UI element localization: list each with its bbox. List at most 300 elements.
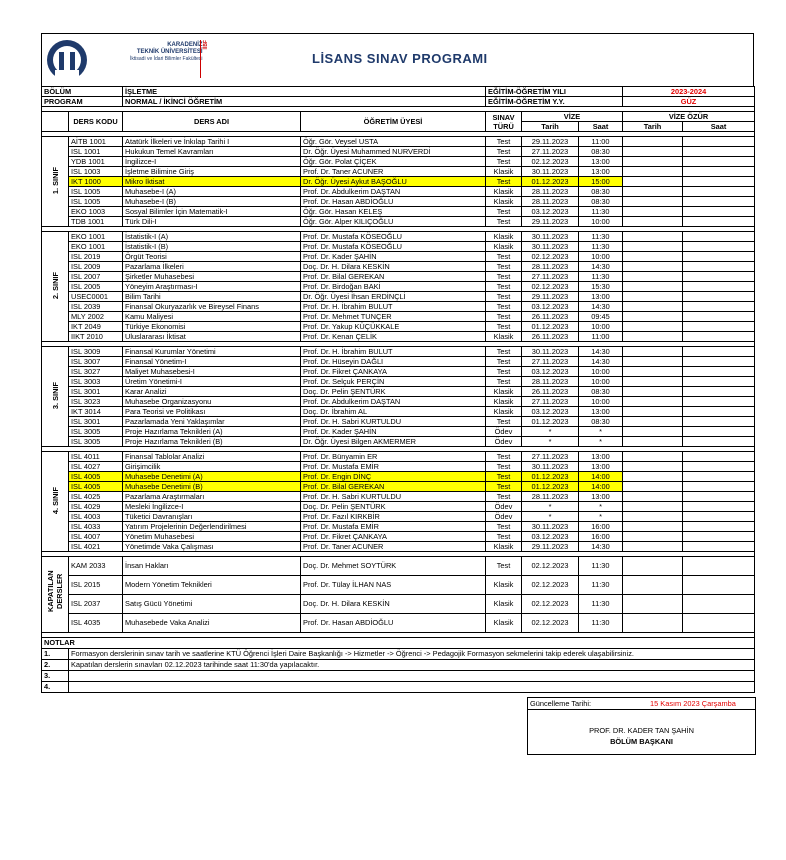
exam-date: * (522, 502, 579, 512)
course-code: ISL 3007 (69, 357, 123, 367)
course-name: İşletme Bilimine Giriş (123, 167, 301, 177)
header-vize: VİZE (522, 112, 623, 122)
table-row (42, 595, 755, 614)
course-code: EKO 1003 (69, 207, 123, 217)
exam-type: Test (486, 217, 522, 227)
course-name: Muhasebe-I (B) (123, 197, 301, 207)
table-row (42, 377, 755, 387)
makeup-date (623, 272, 683, 282)
note-number: 2. (42, 660, 69, 671)
makeup-date (623, 322, 683, 332)
notes-title-row (42, 638, 755, 649)
exam-date: 02.12.2023 (522, 252, 579, 262)
makeup-date (623, 177, 683, 187)
course-name: Muhasebe Denetimi (A) (123, 472, 301, 482)
exam-time: 13:00 (579, 452, 623, 462)
course-groups (42, 132, 755, 633)
exam-date: 30.11.2023 (522, 232, 579, 242)
instructor: Prof. Dr. Birdoğan BAKİ (301, 282, 486, 292)
course-name: Finansal Okuryazarlık ve Bireysel Finans (123, 302, 301, 312)
exam-time: 11:30 (579, 576, 623, 595)
table-row (42, 147, 755, 157)
makeup-date (623, 167, 683, 177)
course-code: EKO 1001 (69, 232, 123, 242)
exam-type: Test (486, 462, 522, 472)
exam-time: 11:30 (579, 595, 623, 614)
table-row (42, 472, 755, 482)
course-name: İstatistik-I (A) (123, 232, 301, 242)
instructor: Prof. Dr. Selçuk PERÇİN (301, 377, 486, 387)
makeup-time (683, 437, 755, 447)
exam-type: Klasik (486, 187, 522, 197)
makeup-time (683, 282, 755, 292)
course-name: Yönetimde Vaka Çalışması (123, 542, 301, 552)
table-row (42, 462, 755, 472)
course-code: ISL 1005 (69, 187, 123, 197)
exam-date: 27.11.2023 (522, 147, 579, 157)
exam-date: 28.11.2023 (522, 377, 579, 387)
makeup-time (683, 332, 755, 342)
course-code: ISL 4033 (69, 522, 123, 532)
instructor: Prof. Dr. Taner ACUNER (301, 167, 486, 177)
notes-title: NOTLAR (42, 638, 755, 649)
makeup-time (683, 167, 755, 177)
makeup-time (683, 397, 755, 407)
makeup-date (623, 377, 683, 387)
course-code: ISL 2005 (69, 282, 123, 292)
exam-time: 11:30 (579, 557, 623, 576)
exam-date: 26.11.2023 (522, 387, 579, 397)
course-code: ISL 3001 (69, 417, 123, 427)
makeup-date (623, 492, 683, 502)
exam-type: Klasik (486, 167, 522, 177)
exam-type: Klasik (486, 542, 522, 552)
course-name: Satış Gücü Yönetimi (123, 595, 301, 614)
exam-date: 28.11.2023 (522, 492, 579, 502)
program-label: PROGRAM (42, 97, 123, 107)
makeup-date (623, 595, 683, 614)
table-row (42, 367, 755, 377)
note-text: Formasyon derslerinin sınav tarih ve saatlerine KTÜ Öğrenci İşleri Daire Başkanlığı -> Hizmetler -> Öğrenci -> Pedagojik Formasyon sekmelerini takip ederek ulaşabilirsiniz. (69, 649, 755, 660)
makeup-time (683, 542, 755, 552)
exam-time: 10:00 (579, 397, 623, 407)
exam-date: 27.11.2023 (522, 357, 579, 367)
makeup-date (623, 557, 683, 576)
makeup-date (623, 397, 683, 407)
exam-type: Klasik (486, 197, 522, 207)
makeup-time (683, 595, 755, 614)
exam-date: 30.11.2023 (522, 462, 579, 472)
course-name: Muhasebe-I (A) (123, 187, 301, 197)
exam-date: 27.11.2023 (522, 397, 579, 407)
instructor: Prof. Dr. Bünyamin ER (301, 452, 486, 462)
table-row (42, 157, 755, 167)
table-row (42, 522, 755, 532)
makeup-time (683, 502, 755, 512)
course-code: ISL 2019 (69, 252, 123, 262)
makeup-time (683, 262, 755, 272)
makeup-date (623, 332, 683, 342)
instructor: Doç. Dr. İbrahim AL (301, 407, 486, 417)
exam-type: Test (486, 147, 522, 157)
table-row (42, 542, 755, 552)
course-code: ISL 4021 (69, 542, 123, 552)
course-name: Türk Dili-I (123, 217, 301, 227)
exam-type: Klasik (486, 332, 522, 342)
exam-date: 03.12.2023 (522, 532, 579, 542)
exam-type: Test (486, 532, 522, 542)
instructor: Öğr. Gör. Alper KILIÇOĞLU (301, 217, 486, 227)
course-name: Atatürk İlkeleri ve İnkılap Tarihi I (123, 137, 301, 147)
instructor: Prof. Dr. Mustafa KÖSEOĞLU (301, 242, 486, 252)
course-code: IIKT 2010 (69, 332, 123, 342)
faculty-abbr: İİBF (203, 40, 209, 50)
makeup-time (683, 232, 755, 242)
exam-date: * (522, 437, 579, 447)
makeup-date (623, 407, 683, 417)
exam-time: 16:00 (579, 532, 623, 542)
instructor: Prof. Dr. Kenan ÇELİK (301, 332, 486, 342)
instructor: Prof. Dr. Kader ŞAHİN (301, 427, 486, 437)
course-name: Finansal Tablolar Analizi (123, 452, 301, 462)
course-name: İngilizce-I (123, 157, 301, 167)
makeup-date (623, 187, 683, 197)
exam-time: 08:30 (579, 417, 623, 427)
year-label: EĞİTİM-ÖĞRETİM YILI (486, 87, 623, 97)
exam-date: * (522, 427, 579, 437)
exam-date: 02.12.2023 (522, 576, 579, 595)
exam-time: 11:30 (579, 207, 623, 217)
course-code: TDB 1001 (69, 217, 123, 227)
note-row (42, 660, 755, 671)
makeup-time (683, 452, 755, 462)
course-code: ISL 2039 (69, 302, 123, 312)
instructor: Dr. Öğr. Üyesi İhsan ERDİNÇLİ (301, 292, 486, 302)
exam-type: Klasik (486, 397, 522, 407)
table-row (42, 397, 755, 407)
course-name: Yöneyim Araştırması-I (123, 282, 301, 292)
exam-date: 02.12.2023 (522, 157, 579, 167)
exam-type: Klasik (486, 614, 522, 633)
signer-name: PROF. DR. KADER TAN ŞAHİN (589, 726, 694, 735)
makeup-time (683, 302, 755, 312)
exam-type: Klasik (486, 407, 522, 417)
exam-time: 13:00 (579, 462, 623, 472)
group-label-text: KAPATILAN DERSLER (46, 570, 64, 612)
table-row (42, 187, 755, 197)
makeup-time (683, 576, 755, 595)
course-name: Girişimcilik (123, 462, 301, 472)
makeup-date (623, 282, 683, 292)
table-row (42, 332, 755, 342)
makeup-date (623, 197, 683, 207)
course-name: İstatistik-I (B) (123, 242, 301, 252)
group-label (42, 347, 69, 447)
header-ozur-saat: Saat (683, 122, 755, 132)
year-value: 2023-2024 (623, 87, 755, 97)
note-number: 4. (42, 682, 69, 693)
course-name: Üretim Yönetimi-I (123, 377, 301, 387)
exam-time: 14:30 (579, 542, 623, 552)
makeup-time (683, 522, 755, 532)
course-code: MLY 2002 (69, 312, 123, 322)
table-row (42, 232, 755, 242)
exam-type: Ödev (486, 437, 522, 447)
note-number: 3. (42, 671, 69, 682)
university-line-1: KARADENİZ (167, 42, 203, 48)
course-code: ISL 3009 (69, 347, 123, 357)
course-name: Pazarlama İlkeleri (123, 262, 301, 272)
course-name: Modern Yönetim Teknikleri (123, 576, 301, 595)
group-label (42, 137, 69, 227)
table-row (42, 437, 755, 447)
course-name: Muhasebe Organizasyonu (123, 397, 301, 407)
table-row (42, 512, 755, 522)
exam-type: Test (486, 302, 522, 312)
makeup-date (623, 417, 683, 427)
table-row (42, 282, 755, 292)
makeup-time (683, 197, 755, 207)
exam-date: 30.11.2023 (522, 347, 579, 357)
exam-type: Test (486, 137, 522, 147)
makeup-date (623, 482, 683, 492)
instructor: Prof. Dr. Kader ŞAHİN (301, 252, 486, 262)
instructor: Doç. Dr. Mehmet SOYTÜRK (301, 557, 486, 576)
makeup-date (623, 347, 683, 357)
exam-date: 27.11.2023 (522, 272, 579, 282)
exam-type: Klasik (486, 232, 522, 242)
exam-date: 29.11.2023 (522, 542, 579, 552)
makeup-time (683, 614, 755, 633)
term-value: GÜZ (623, 97, 755, 107)
exam-time: 14:30 (579, 302, 623, 312)
exam-time: 10:00 (579, 322, 623, 332)
makeup-time (683, 147, 755, 157)
exam-time: 15:00 (579, 177, 623, 187)
makeup-date (623, 312, 683, 322)
instructor: Prof. Dr. Mustafa EMİR (301, 522, 486, 532)
makeup-date (623, 217, 683, 227)
course-name: Kamu Maliyesi (123, 312, 301, 322)
instructor: Prof. Dr. Hasan ABDİOĞLU (301, 197, 486, 207)
makeup-date (623, 252, 683, 262)
header-ozur-tarih: Tarih (623, 122, 683, 132)
exam-time: 13:00 (579, 292, 623, 302)
exam-date: 28.11.2023 (522, 197, 579, 207)
exam-date: 29.11.2023 (522, 217, 579, 227)
table-row (42, 242, 755, 252)
makeup-date (623, 367, 683, 377)
makeup-date (623, 302, 683, 312)
table-row (42, 207, 755, 217)
exam-time: 08:30 (579, 387, 623, 397)
exam-date: 26.11.2023 (522, 332, 579, 342)
exam-type: Test (486, 157, 522, 167)
university-name (130, 42, 203, 63)
course-name: Tüketici Davranışları (123, 512, 301, 522)
exam-time: * (579, 512, 623, 522)
exam-time: 10:00 (579, 252, 623, 262)
course-code: USEC0001 (69, 292, 123, 302)
course-name: Türkiye Ekonomisi (123, 322, 301, 332)
instructor: Prof. Dr. H. İbrahim BULUT (301, 302, 486, 312)
exam-time: 08:30 (579, 187, 623, 197)
table-row (42, 292, 755, 302)
exam-date: 28.11.2023 (522, 187, 579, 197)
exam-type: Klasik (486, 576, 522, 595)
instructor: Prof. Dr. Abdulkerim DAŞTAN (301, 397, 486, 407)
exam-type: Test (486, 177, 522, 187)
exam-time: 15:30 (579, 282, 623, 292)
course-name: İnsan Hakları (123, 557, 301, 576)
table-row (42, 322, 755, 332)
group-label-text: 1. SINIF (50, 166, 60, 195)
makeup-date (623, 242, 683, 252)
course-code: ISL 4011 (69, 452, 123, 462)
exam-time: 13:00 (579, 407, 623, 417)
group-label-text: 4. SINIF (50, 486, 60, 515)
header-vize-saat: Saat (579, 122, 623, 132)
exam-date: 30.11.2023 (522, 522, 579, 532)
makeup-time (683, 357, 755, 367)
exam-date: 29.11.2023 (522, 292, 579, 302)
table-row (42, 387, 755, 397)
exam-date: 03.12.2023 (522, 302, 579, 312)
makeup-date (623, 502, 683, 512)
table-row (42, 262, 755, 272)
course-code: EKO 1001 (69, 242, 123, 252)
makeup-time (683, 472, 755, 482)
note-text (69, 671, 755, 682)
instructor: Prof. Dr. Hasan ABDİOĞLU (301, 614, 486, 633)
exam-type: Test (486, 292, 522, 302)
course-code: ISL 3003 (69, 377, 123, 387)
note-text (69, 682, 755, 693)
course-code: ISL 4005 (69, 482, 123, 492)
exam-time: 08:30 (579, 197, 623, 207)
makeup-date (623, 512, 683, 522)
makeup-date (623, 387, 683, 397)
exam-time: 13:00 (579, 167, 623, 177)
exam-time: 13:00 (579, 157, 623, 167)
instructor: Doç. Dr. Pelin ŞENTÜRK (301, 502, 486, 512)
makeup-date (623, 522, 683, 532)
exam-time: 10:00 (579, 377, 623, 387)
exam-type: Test (486, 482, 522, 492)
exam-time: 14:30 (579, 262, 623, 272)
exam-time: 14:00 (579, 482, 623, 492)
page-title: LİSANS SINAV PROGRAMI (312, 51, 488, 66)
makeup-date (623, 157, 683, 167)
table-row (42, 482, 755, 492)
course-name: Hukukun Temel Kavramları (123, 147, 301, 157)
makeup-time (683, 532, 755, 542)
header-ders-adi: DERS ADI (123, 112, 301, 132)
instructor: Öğr. Gör. Hasan KELEŞ (301, 207, 486, 217)
course-code: ISL 4029 (69, 502, 123, 512)
course-code: IKT 3014 (69, 407, 123, 417)
exam-type: Ödev (486, 512, 522, 522)
exam-type: Test (486, 272, 522, 282)
makeup-date (623, 542, 683, 552)
makeup-date (623, 462, 683, 472)
footer-box (527, 697, 756, 755)
makeup-time (683, 322, 755, 332)
course-name: Yönetim Muhasebesi (123, 532, 301, 542)
instructor: Dr. Öğr. Üyesi Muhammed NURVERDİ (301, 147, 486, 157)
exam-time: 10:00 (579, 367, 623, 377)
course-code: ISL 2015 (69, 576, 123, 595)
table-row (42, 197, 755, 207)
exam-time: * (579, 502, 623, 512)
makeup-time (683, 462, 755, 472)
update-row (528, 698, 755, 710)
makeup-time (683, 272, 755, 282)
exam-time: 08:30 (579, 147, 623, 157)
instructor: Prof. Dr. Bilal GEREKAN (301, 482, 486, 492)
group-label (42, 232, 69, 342)
course-name: Mesleki İngilizce-I (123, 502, 301, 512)
instructor: Prof. Dr. Fikret ÇANKAYA (301, 532, 486, 542)
exam-date: 01.12.2023 (522, 472, 579, 482)
table-row (42, 357, 755, 367)
makeup-time (683, 207, 755, 217)
course-name: Pazarlamada Yeni Yaklaşımlar (123, 417, 301, 427)
exam-type: Test (486, 347, 522, 357)
table-row (42, 312, 755, 322)
makeup-date (623, 357, 683, 367)
update-label: Güncelleme Tarihi: (530, 699, 592, 708)
program-value: NORMAL / İKİNCİ ÖĞRETİM (123, 97, 486, 107)
course-code: ISL 4003 (69, 512, 123, 522)
exam-type: Klasik (486, 387, 522, 397)
table-row (42, 252, 755, 262)
exam-type: Test (486, 557, 522, 576)
exam-type: Ödev (486, 502, 522, 512)
exam-time: 14:00 (579, 472, 623, 482)
group-label (42, 557, 69, 633)
course-name: Karar Analizi (123, 387, 301, 397)
instructor: Prof. Dr. H. Sabri KURTULDU (301, 417, 486, 427)
makeup-time (683, 347, 755, 357)
instructor: Dr. Öğr. Üyesi Bilgen AKMERMER (301, 437, 486, 447)
exam-date: 01.12.2023 (522, 482, 579, 492)
header-blank (42, 112, 69, 132)
course-name: Yatırım Projelerinin Değerlendirilmesi (123, 522, 301, 532)
exam-date: 02.12.2023 (522, 557, 579, 576)
instructor: Prof. Dr. Mehmet TUNÇER (301, 312, 486, 322)
exam-time: 11:00 (579, 332, 623, 342)
exam-type: Test (486, 252, 522, 262)
exam-time: * (579, 427, 623, 437)
course-code: IKT 1000 (69, 177, 123, 187)
course-code: AİTB 1001 (69, 137, 123, 147)
makeup-time (683, 407, 755, 417)
exam-type: Test (486, 377, 522, 387)
exam-type: Test (486, 207, 522, 217)
course-code: ISL 4007 (69, 532, 123, 542)
exam-date: 01.12.2023 (522, 177, 579, 187)
instructor: Doç. Dr. H. Dilara KESKİN (301, 595, 486, 614)
document-header (41, 33, 754, 86)
makeup-time (683, 187, 755, 197)
course-code: ISL 4005 (69, 472, 123, 482)
signature-block (528, 710, 755, 754)
instructor: Prof. Dr. Engin DİNÇ (301, 472, 486, 482)
instructor: Doç. Dr. Pelin ŞENTÜRK (301, 387, 486, 397)
university-logo-icon (45, 38, 89, 82)
makeup-time (683, 177, 755, 187)
